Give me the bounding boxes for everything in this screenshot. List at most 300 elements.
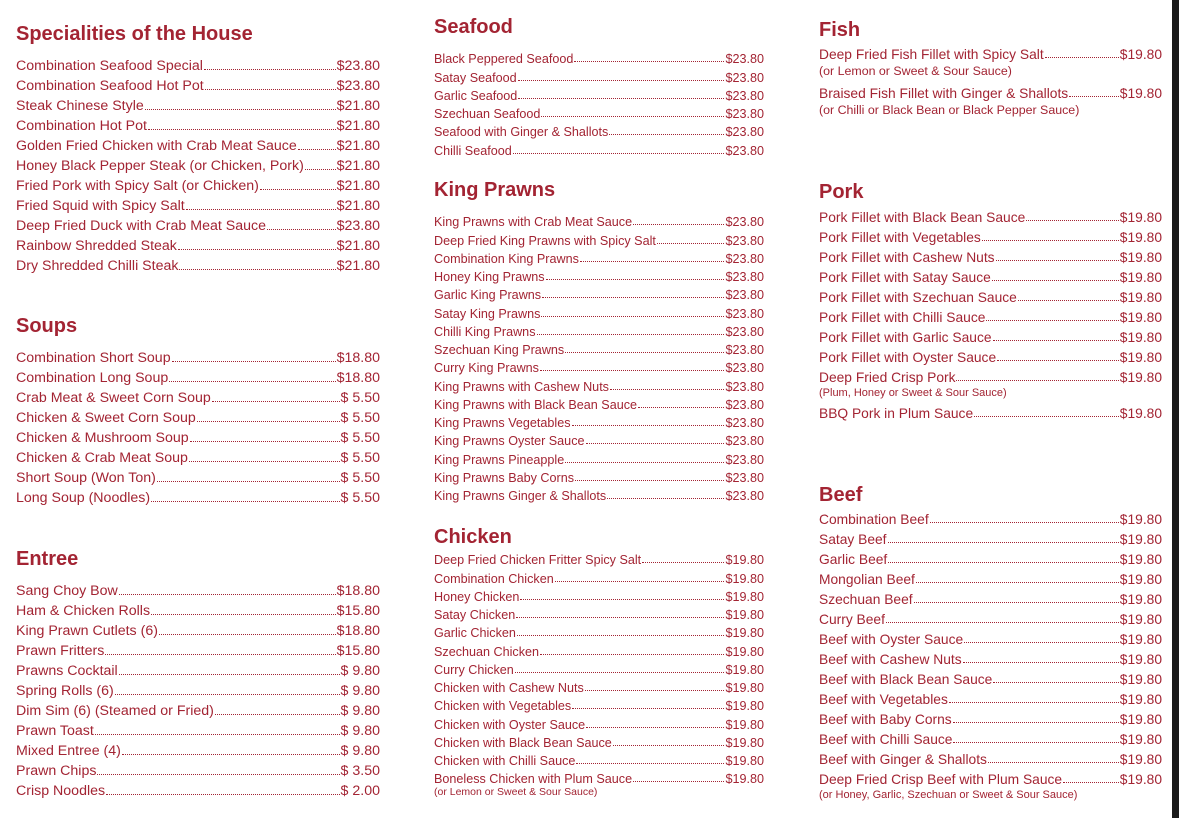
item-price: $18.80 <box>336 350 380 366</box>
menu-item <box>819 225 1162 245</box>
item-price: $ 5.50 <box>340 470 380 486</box>
menu-item <box>16 94 380 114</box>
item-name: Prawns Cocktail <box>16 663 118 679</box>
item-price: $ 5.50 <box>340 450 380 466</box>
menu-item <box>819 81 1162 101</box>
item-price: $19.80 <box>1119 330 1162 345</box>
item-price: $23.80 <box>725 343 764 357</box>
dot-leader <box>642 562 724 563</box>
item-name: Dim Sim (6) (Steamed or Fried) <box>16 703 214 719</box>
item-price: $21.80 <box>336 98 380 114</box>
section-title: Pork <box>819 181 864 203</box>
menu-item <box>434 713 764 731</box>
dot-leader <box>190 441 340 442</box>
menu-item <box>819 345 1162 365</box>
item-name: King Prawns Baby Corns <box>434 470 574 485</box>
dot-leader <box>586 727 724 728</box>
section-specialities <box>16 24 380 274</box>
dot-leader <box>119 674 340 675</box>
item-price: $23.80 <box>725 215 764 230</box>
menu-item <box>434 622 764 640</box>
dot-leader <box>916 582 1119 583</box>
dot-leader <box>996 260 1119 261</box>
item-price: $23.80 <box>336 218 380 234</box>
item-name: Beef with Oyster Sauce <box>819 632 964 647</box>
menu-item <box>434 567 764 585</box>
dot-leader <box>886 622 1119 623</box>
dot-leader <box>930 522 1119 523</box>
dot-leader <box>122 754 340 755</box>
item-name: Chicken with Black Bean Sauce <box>434 735 612 750</box>
dot-leader <box>580 261 725 262</box>
menu-item <box>819 365 1162 385</box>
item-price: $19.80 <box>1119 732 1162 747</box>
item-name: Pork Fillet with Garlic Sauce <box>819 330 992 345</box>
item-price: $23.80 <box>725 416 764 430</box>
menu-item <box>434 248 764 266</box>
dot-leader <box>993 682 1118 683</box>
item-price: $23.80 <box>725 288 764 303</box>
dot-leader <box>953 742 1118 743</box>
item-name: Chilli Seafood <box>434 143 512 158</box>
item-name: King Prawns with Black Bean Sauce <box>434 397 638 412</box>
item-name: Chicken & Mushroom Soup <box>16 430 189 446</box>
item-name: Pork Fillet with Szechuan Sauce <box>819 290 1017 305</box>
item-name: Curry Chicken <box>434 662 514 677</box>
item-price: $ 5.50 <box>340 490 380 506</box>
item-price: $18.80 <box>336 370 380 386</box>
item-price: $ 9.80 <box>340 663 380 679</box>
item-price: $19.80 <box>1119 592 1162 607</box>
item-name: Garlic Seafood <box>434 88 518 103</box>
item-price: $ 5.50 <box>340 390 380 406</box>
item-name: Szechuan King Prawns <box>434 343 565 357</box>
dot-leader <box>982 240 1119 241</box>
item-name: Crisp Noodles <box>16 783 106 799</box>
menu-item <box>434 375 764 393</box>
menu-item <box>819 325 1162 345</box>
item-name: Deep Fried King Prawns with Spicy Salt <box>434 233 656 248</box>
menu-item <box>16 154 380 174</box>
menu-item <box>819 245 1162 265</box>
item-price: $19.80 <box>725 662 764 677</box>
item-name: BBQ Pork in Plum Sauce <box>819 406 974 421</box>
dot-leader <box>157 481 340 482</box>
menu-item <box>434 48 764 66</box>
section-chicken <box>434 527 764 799</box>
item-price: $23.80 <box>725 143 764 158</box>
menu-item <box>819 587 1162 607</box>
section-title: King Prawns <box>434 179 556 201</box>
dot-leader <box>186 209 336 210</box>
dot-leader <box>518 80 725 81</box>
item-price: $ 2.00 <box>340 783 380 799</box>
item-name: Beef with Baby Corns <box>819 712 952 727</box>
item-name: Szechuan Chicken <box>434 644 540 659</box>
menu-item <box>16 54 380 74</box>
item-name: Combination Long Soup <box>16 370 169 386</box>
menu-item <box>16 486 380 506</box>
menu-item <box>819 265 1162 285</box>
item-price: $19.80 <box>1119 290 1162 305</box>
dot-leader <box>169 381 335 382</box>
item-price: $19.80 <box>725 553 764 568</box>
dot-leader <box>610 389 724 390</box>
item-price: $21.80 <box>336 198 380 214</box>
menu-item <box>434 412 764 430</box>
menu-item <box>16 759 380 779</box>
item-name: Prawn Toast <box>16 723 94 739</box>
item-price: $23.80 <box>336 78 380 94</box>
item-name: King Prawns with Cashew Nuts <box>434 379 609 394</box>
item-name: Chicken with Chilli Sauce <box>434 754 576 768</box>
item-name: Szechuan Seafood <box>434 107 541 121</box>
menu-item <box>434 66 764 84</box>
item-name: Szechuan Beef <box>819 592 913 607</box>
item-price: $19.80 <box>1119 692 1162 707</box>
dot-leader <box>305 169 336 170</box>
item-price: $23.80 <box>725 251 764 266</box>
menu-item <box>434 321 764 339</box>
menu-item <box>819 527 1162 547</box>
dot-leader <box>197 421 340 422</box>
item-list <box>434 48 764 158</box>
item-name: Combination King Prawns <box>434 251 579 266</box>
item-name: Chicken with Oyster Sauce <box>434 717 586 732</box>
item-name: Long Soup (Noodles) <box>16 490 151 506</box>
dot-leader <box>993 340 1119 341</box>
section-title: Chicken <box>434 526 512 548</box>
menu-item <box>819 607 1162 627</box>
dot-leader <box>159 634 336 635</box>
item-name: King Prawns Vegetables <box>434 416 571 430</box>
menu-item <box>434 357 764 375</box>
dot-leader <box>172 361 336 362</box>
item-list <box>819 507 1162 803</box>
menu-item <box>434 85 764 103</box>
dot-leader <box>520 599 724 600</box>
item-name: Satay Chicken <box>434 608 516 622</box>
menu-item <box>16 214 380 234</box>
item-price: $23.80 <box>725 379 764 394</box>
dot-leader <box>540 654 724 655</box>
item-price: $19.80 <box>725 699 764 714</box>
item-name: Pork Fillet with Black Bean Sauce <box>819 210 1026 225</box>
menu-item <box>434 659 764 677</box>
menu-item <box>434 211 764 229</box>
menu-item <box>16 446 380 466</box>
item-price: $19.80 <box>725 681 764 695</box>
menu-item <box>16 74 380 94</box>
menu-item <box>819 205 1162 225</box>
menu-item <box>16 406 380 426</box>
item-price: $21.80 <box>336 238 380 254</box>
item-name: Braised Fish Fillet with Ginger & Shallots <box>819 86 1069 101</box>
item-name: Combination Seafood Special <box>16 58 203 74</box>
item-list <box>434 211 764 503</box>
item-price: $19.80 <box>1119 612 1162 627</box>
item-price: $ 9.80 <box>340 723 380 739</box>
section-beef <box>819 485 1162 803</box>
item-price: $15.80 <box>336 643 380 659</box>
menu-item <box>16 234 380 254</box>
item-list <box>434 549 764 799</box>
item-name: King Prawns Oyster Sauce <box>434 434 585 449</box>
menu-item <box>434 640 764 658</box>
item-price: $19.80 <box>1119 532 1162 547</box>
item-price: $18.80 <box>336 583 380 599</box>
dot-leader <box>145 109 336 110</box>
item-price: $23.80 <box>725 233 764 248</box>
menu-item <box>16 114 380 134</box>
section-title: Beef <box>819 484 863 506</box>
dot-leader <box>298 149 336 150</box>
menu-item <box>16 659 380 679</box>
dot-leader <box>609 134 724 135</box>
item-price: $21.80 <box>336 258 380 274</box>
menu-item <box>434 430 764 448</box>
menu-item <box>434 139 764 157</box>
item-list <box>819 42 1162 120</box>
dot-leader <box>633 224 724 225</box>
item-name: Black Peppered Seafood <box>434 52 574 67</box>
dot-leader <box>189 461 340 462</box>
item-price: $19.80 <box>1119 47 1162 62</box>
dot-leader <box>586 443 725 444</box>
dot-leader <box>565 462 724 463</box>
menu-item <box>16 639 380 659</box>
dot-leader <box>105 654 335 655</box>
item-name: Curry King Prawns <box>434 361 539 376</box>
item-name: Chicken with Cashew Nuts <box>434 681 584 695</box>
item-name: Fried Pork with Spicy Salt (or Chicken) <box>16 178 259 194</box>
dot-leader <box>953 722 1119 723</box>
item-name: Deep Fried Crisp Pork <box>819 370 956 385</box>
menu-item <box>819 707 1162 727</box>
dot-leader <box>575 480 724 481</box>
dot-leader <box>1063 782 1119 783</box>
item-name: Deep Fried Fish Fillet with Spicy Salt <box>819 47 1044 62</box>
item-name: Combination Short Soup <box>16 350 171 366</box>
menu-item <box>434 768 764 786</box>
dot-leader <box>633 781 724 782</box>
menu-item <box>434 448 764 466</box>
item-name: Mongolian Beef <box>819 572 915 587</box>
item-price: $19.80 <box>1119 772 1162 787</box>
dot-leader <box>537 334 725 335</box>
item-name: Ham & Chicken Rolls <box>16 603 151 619</box>
menu-item <box>16 619 380 639</box>
item-name: Dry Shredded Chilli Steak <box>16 258 179 274</box>
item-name: Deep Fried Chicken Fritter Spicy Salt <box>434 553 642 568</box>
menu-item <box>16 699 380 719</box>
item-name: Garlic Beef <box>819 552 888 567</box>
item-price: $19.80 <box>1119 552 1162 567</box>
section-title: Fish <box>819 19 861 41</box>
dot-leader <box>613 745 725 746</box>
item-price: $15.80 <box>336 603 380 619</box>
item-name: Pork Fillet with Chilli Sauce <box>819 310 986 325</box>
item-price: $19.80 <box>725 644 764 659</box>
item-name: Pork Fillet with Satay Sauce <box>819 270 991 285</box>
dot-leader <box>515 672 725 673</box>
item-note: (or Lemon or Sweet & Sour Sauce) <box>434 786 598 799</box>
item-name: Beef with Chilli Sauce <box>819 732 953 747</box>
dot-leader <box>572 708 724 709</box>
menu-item <box>819 667 1162 687</box>
dot-leader <box>204 69 336 70</box>
item-name: Chilli King Prawns <box>434 324 536 339</box>
item-price: $19.80 <box>725 571 764 586</box>
menu-item <box>16 134 380 154</box>
item-price: $ 5.50 <box>340 430 380 446</box>
item-price: $19.80 <box>1119 406 1162 421</box>
dot-leader <box>115 694 340 695</box>
section-seafood <box>434 17 764 158</box>
item-name: Golden Fried Chicken with Crab Meat Sauce <box>16 138 297 154</box>
item-price: $19.80 <box>725 717 764 732</box>
menu-item <box>434 266 764 284</box>
menu-item <box>819 567 1162 587</box>
menu-item <box>434 121 764 139</box>
item-price: $23.80 <box>725 489 764 503</box>
section-soups <box>16 316 380 506</box>
menu-item <box>434 467 764 485</box>
item-price: $19.80 <box>1119 350 1162 365</box>
item-name: Fried Squid with Spicy Salt <box>16 198 185 214</box>
section-title: Soups <box>16 315 78 337</box>
item-price: $21.80 <box>336 158 380 174</box>
menu-item <box>434 732 764 750</box>
item-price: $23.80 <box>725 361 764 376</box>
item-name: Mixed Entree (4) <box>16 743 121 759</box>
menu-item <box>819 305 1162 325</box>
menu-item <box>819 727 1162 747</box>
dot-leader <box>541 316 724 317</box>
item-name: Chicken & Sweet Corn Soup <box>16 410 196 426</box>
item-name: Seafood with Ginger & Shallots <box>434 125 609 140</box>
item-price: $19.80 <box>1119 230 1162 245</box>
menu-item <box>434 549 764 567</box>
item-name: Short Soup (Won Ton) <box>16 470 156 486</box>
item-price: $23.80 <box>725 470 764 485</box>
dot-leader <box>997 360 1119 361</box>
item-name: Rainbow Shredded Steak <box>16 238 177 254</box>
dot-leader <box>574 61 724 62</box>
item-list <box>16 579 380 799</box>
dot-leader <box>572 425 725 426</box>
menu-item <box>16 466 380 486</box>
menu-item <box>16 679 380 699</box>
menu-item <box>434 586 764 604</box>
menu-item <box>434 485 764 503</box>
dot-leader <box>95 734 340 735</box>
menu-item <box>434 229 764 247</box>
dot-leader <box>148 129 336 130</box>
item-name: Prawn Chips <box>16 763 97 779</box>
item-price: $19.80 <box>1119 250 1162 265</box>
menu-item <box>819 687 1162 707</box>
dot-leader <box>179 269 335 270</box>
item-price: $23.80 <box>336 58 380 74</box>
dot-leader <box>215 714 340 715</box>
menu-item <box>434 677 764 695</box>
dot-leader <box>988 762 1119 763</box>
menu-item <box>434 339 764 357</box>
item-price: $23.80 <box>725 70 764 85</box>
dot-leader <box>516 617 724 618</box>
item-price: $19.80 <box>725 772 764 787</box>
item-price: $19.80 <box>1119 512 1162 527</box>
section-title: Entree <box>16 548 79 570</box>
item-price: $19.80 <box>1119 86 1162 101</box>
dot-leader <box>1045 57 1119 58</box>
section-title: Seafood <box>434 16 513 38</box>
item-price: $19.80 <box>725 608 764 622</box>
dot-leader <box>267 229 336 230</box>
section-pork <box>819 182 1162 421</box>
menu-item <box>819 401 1162 421</box>
item-price: $ 9.80 <box>340 743 380 759</box>
item-price: $ 9.80 <box>340 683 380 699</box>
item-price: $19.80 <box>1119 210 1162 225</box>
menu-item <box>819 647 1162 667</box>
item-price: $23.80 <box>725 107 764 121</box>
menu-item <box>16 719 380 739</box>
dot-leader <box>151 614 336 615</box>
menu-item <box>434 284 764 302</box>
menu-item <box>16 194 380 214</box>
item-price: $21.80 <box>336 178 380 194</box>
item-price: $23.80 <box>725 397 764 412</box>
menu-item <box>434 750 764 768</box>
item-price: $21.80 <box>336 118 380 134</box>
item-name: Honey Black Pepper Steak (or Chicken, Pork) <box>16 158 304 174</box>
dot-leader <box>914 602 1119 603</box>
menu-item <box>16 254 380 274</box>
dot-leader <box>888 562 1119 563</box>
dot-leader <box>540 370 724 371</box>
dot-leader <box>565 352 724 353</box>
dot-leader <box>541 116 724 117</box>
item-name: Combination Seafood Hot Pot <box>16 78 204 94</box>
item-name: Pork Fillet with Cashew Nuts <box>819 250 995 265</box>
dot-leader <box>178 249 336 250</box>
item-price: $23.80 <box>725 434 764 449</box>
menu-item <box>16 426 380 446</box>
dot-leader <box>974 416 1119 417</box>
menu-item <box>16 386 380 406</box>
item-name: King Prawns Ginger & Shallots <box>434 489 607 503</box>
menu-item <box>434 695 764 713</box>
dot-leader <box>986 320 1118 321</box>
menu-item <box>16 739 380 759</box>
dot-leader <box>888 542 1119 543</box>
item-price: $19.80 <box>725 626 764 641</box>
item-price: $19.80 <box>725 754 764 768</box>
item-name: Deep Fried Crisp Beef with Plum Sauce <box>819 772 1063 787</box>
item-name: Chicken with Vegetables <box>434 699 572 714</box>
item-price: $19.80 <box>1119 672 1162 687</box>
item-note: (or Honey, Garlic, Szechuan or Sweet & Sour Sauce) <box>819 789 1078 801</box>
item-name: Pork Fillet with Oyster Sauce <box>819 350 997 365</box>
menu-item <box>434 394 764 412</box>
item-name: King Prawns Pineapple <box>434 452 565 467</box>
menu-item <box>819 42 1162 62</box>
menu-item <box>16 174 380 194</box>
item-price: $ 5.50 <box>340 410 380 426</box>
dot-leader <box>205 89 336 90</box>
